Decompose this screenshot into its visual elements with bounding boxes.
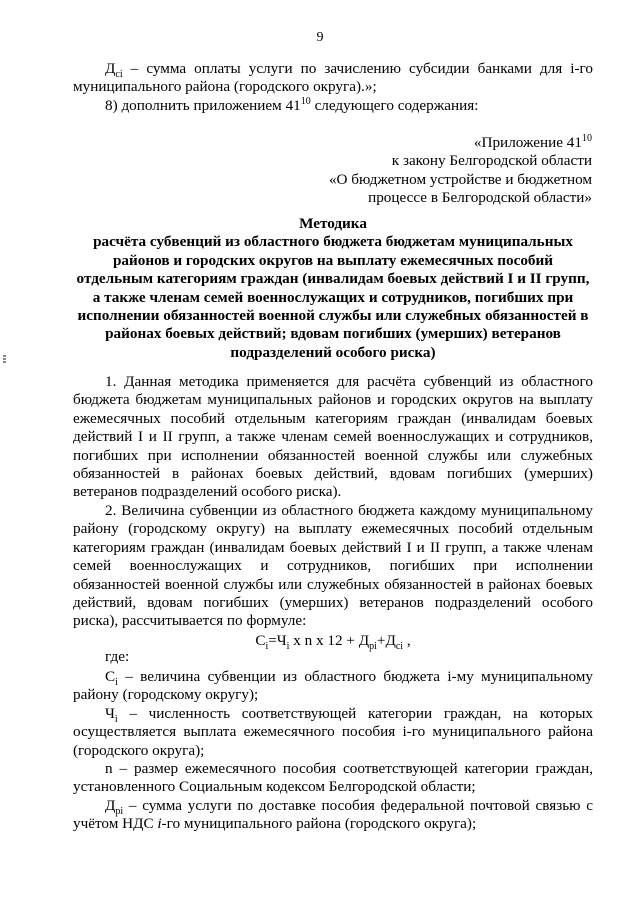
formula-eq: =Ч bbox=[268, 632, 287, 649]
methodology-title bbox=[73, 215, 593, 362]
formula-ch-sub: i bbox=[286, 641, 290, 653]
margin-mark bbox=[3, 358, 6, 360]
symbol-subscript: ci bbox=[115, 69, 123, 81]
appendix-line-2: к закону Белгородской области bbox=[391, 152, 592, 170]
definition-dp bbox=[73, 797, 593, 834]
def-c-text: – величина субвенции из областного бюджета i-му муниципальному району (городскому округу); bbox=[73, 668, 593, 704]
formula-plus: +Д bbox=[376, 632, 396, 649]
formula-dc-sub: ci bbox=[395, 641, 404, 653]
formula-dp-sub: pi bbox=[369, 641, 377, 653]
formula-c-sub: i bbox=[265, 641, 269, 653]
methodology-heading: Методика bbox=[299, 215, 367, 232]
def-dp-italic: i bbox=[157, 815, 162, 833]
item-8-tail: следующего содержания: bbox=[310, 97, 479, 114]
appendix-title: «Приложение 41 bbox=[473, 134, 582, 151]
formula-mid: x n x 12 + Д bbox=[289, 632, 370, 649]
def-c-sub: i bbox=[115, 677, 118, 689]
appendix-superscript: 10 bbox=[582, 132, 592, 144]
definition-text: – сумма оплаты услуги по зачислению субсидии банками для i-го муниципального района (городского округа).»; bbox=[73, 60, 593, 96]
margin-mark bbox=[3, 355, 6, 357]
paragraph-item-8 bbox=[73, 97, 593, 115]
def-ch-sub: i bbox=[114, 714, 118, 726]
def-dp-text1: – сумма услуги по доставке пособия федеральной почтовой связью с учётом НДС bbox=[73, 797, 593, 833]
item-8-superscript: 10 bbox=[300, 95, 311, 107]
definition-n: n – размер ежемесячного пособия соответствующей категории граждан, установленного Социальным кодексом Белгородской области; bbox=[73, 760, 593, 796]
def-ch-symbol: Ч bbox=[105, 705, 115, 722]
appendix-header bbox=[270, 134, 592, 208]
def-dp-text2: -го муниципального района (городского округа); bbox=[161, 815, 477, 833]
appendix-line-1 bbox=[270, 134, 592, 152]
appendix-line-4: процессе в Белгородской области» bbox=[368, 189, 592, 207]
definition-c bbox=[73, 668, 593, 705]
methodology-subtitle: расчёта субвенций из областного бюджета бюджетам муниципальных районов и городских округов на выплату ежемесячных пособий отдельным категориям граждан (инвалидам боевых действий I и II групп, а также членам семей военнослужащих и сотрудников, погибших при исполнении обязанностей военной службы или служебных обязанностей в районах боевых действий; вдовам погибших (умерших) ветеранов подразделений особого риска) bbox=[76, 233, 590, 361]
formula-c: C bbox=[255, 632, 266, 649]
page-number: 9 bbox=[316, 30, 324, 45]
margin-mark bbox=[3, 361, 6, 363]
def-c-symbol: C bbox=[105, 668, 116, 685]
formula-end: , bbox=[403, 632, 411, 649]
item-8-text: 8) дополнить приложением 41 bbox=[105, 97, 301, 114]
paragraph-1: 1. Данная методика применяется для расчёта субвенций из областного бюджета бюджетам муниципальных районов и городских округов на выплату ежемесячных пособий отдельным категориям граждан (инвалидам боевых действий I и II групп, а также членам семей военнослужащих и сотрудников, погибших при исполнении обязанностей военной службы или служебных обязанностей в районах боевых действий, вдовам погибших (умерших) ветеранов подразделений особого риска). bbox=[73, 373, 593, 501]
where-label: где: bbox=[105, 648, 130, 665]
definition-ch bbox=[73, 705, 593, 760]
def-ch-text: – численность соответствующей категории граждан, на которых осуществляется выплата ежемесячного пособия i-го муниципального района (городского округа); bbox=[73, 705, 593, 759]
def-dp-symbol: Д bbox=[105, 797, 116, 814]
def-dp-sub: pi bbox=[115, 806, 124, 818]
paragraph-2: 2. Величина субвенции из областного бюджета каждому муниципальному району (городскому округу) на выплату ежемесячных пособий отдельным категориям граждан (инвалидам боевых действий I и II групп, а также членам семей военнослужащих и сотрудников, погибших при исполнении обязанностей военной службы или служебных обязанностей в районах боевых действий, вдовам погибших (умерших) ветеранов подразделений особого риска), рассчитывается по формуле: bbox=[73, 502, 593, 630]
paragraph-dci-definition bbox=[73, 60, 593, 97]
symbol-d: Д bbox=[105, 60, 116, 77]
appendix-line-3: «О бюджетном устройстве и бюджетном bbox=[328, 170, 592, 188]
